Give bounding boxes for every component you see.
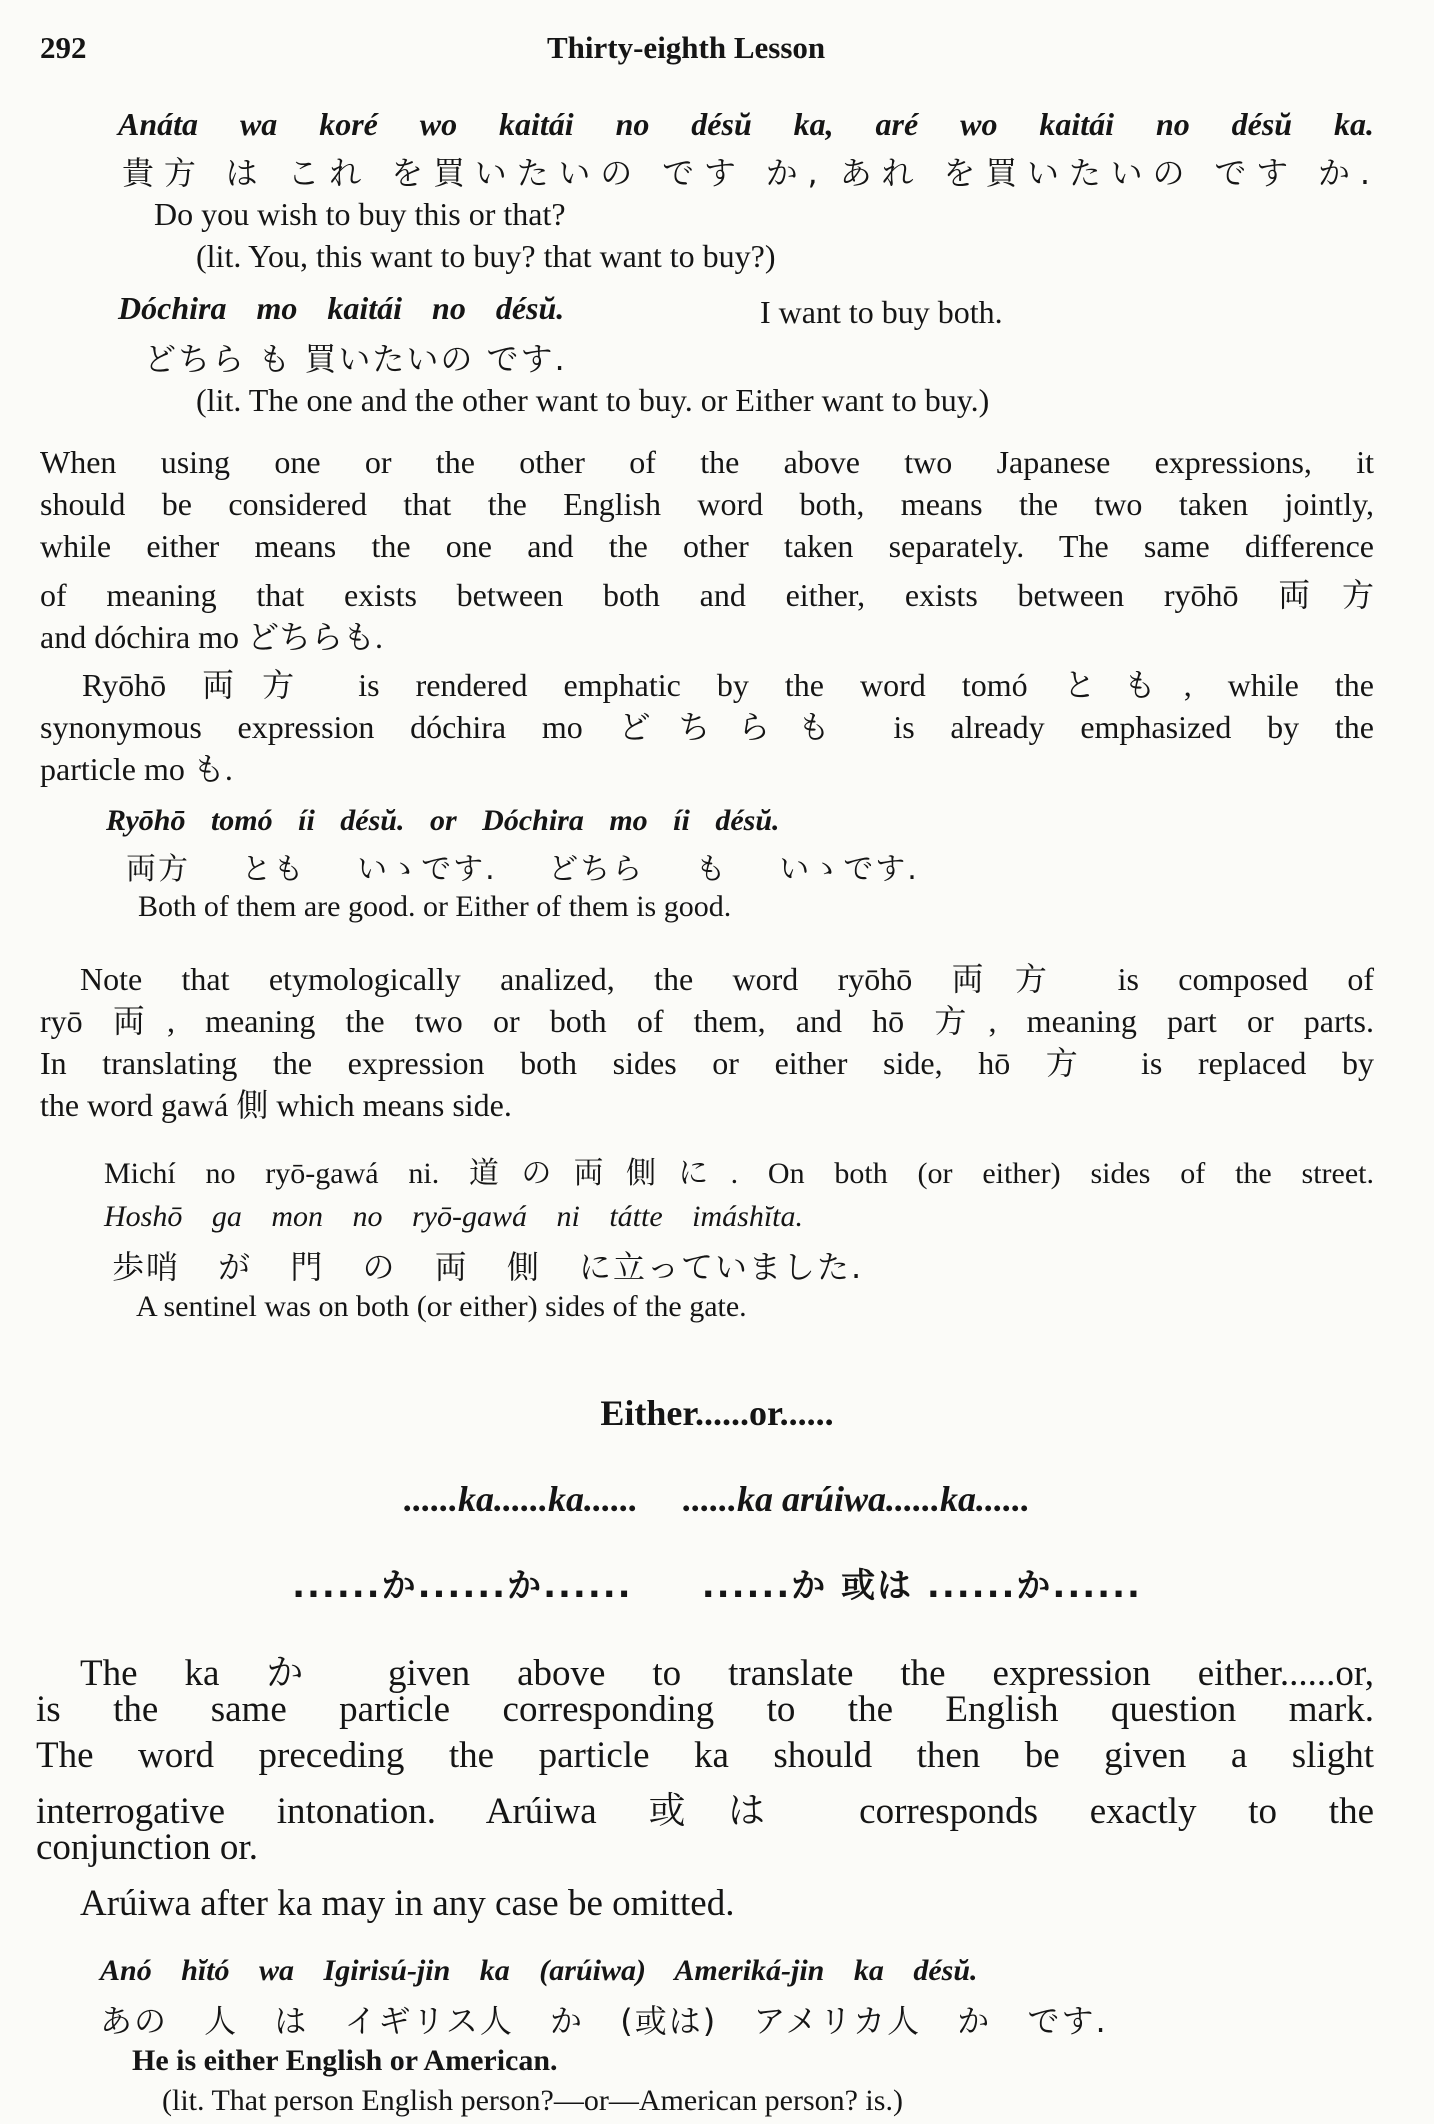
example5-romaji: Hoshō ga mon no ryō-gawá ni tátte imáshĭta. xyxy=(104,1200,803,1233)
example5-english: A sentinel was on both (or either) sides of the gate. xyxy=(136,1290,747,1323)
para3-line3: In translating the expression both sides or either side, hō 方 is replaced by xyxy=(40,1045,1374,1081)
para2-line2: synonymous expression dóchira mo どちらも is already emphasized by the xyxy=(40,709,1374,745)
example5-japanese: 歩哨 が 門 の 両 側 に立っていました. xyxy=(112,1248,864,1286)
example3-romaji: Ryōhō tomó íi désŭ. or Dóchira mo íi désŭ. xyxy=(106,804,780,837)
para2-line3: particle mo も. xyxy=(40,751,233,787)
para3-line1: Note that etymologically analized, the word ryōhō 両方 is composed of xyxy=(80,961,1374,997)
para1-line5: and dóchira mo どちらも. xyxy=(40,619,384,655)
para1-line1: When using one or the other of the above two Japanese expressions, it xyxy=(40,444,1374,480)
example2-romaji: Dóchira mo kaitái no désŭ. xyxy=(118,290,565,326)
para4-line2: is the same particle corresponding to the English question mark. xyxy=(36,1689,1374,1730)
para3-line4: the word gawá 側 which means side. xyxy=(40,1087,512,1123)
para1-line3: while either means the one and the other taken separately. The same difference xyxy=(40,528,1374,564)
para4-line3: The word preceding the particle ka should then be given a slight xyxy=(36,1735,1374,1776)
example3-english: Both of them are good. or Either of them is good. xyxy=(138,890,732,923)
para1-line4: of meaning that exists between both and either, exists between ryōhō 両方 xyxy=(40,577,1374,613)
example1-romaji: Anáta wa koré wo kaitái no désŭ ka, aré wo kaitái no désŭ ka. xyxy=(118,106,1374,142)
para3-line2: ryō 両, meaning the two or both of them, and hō 方, meaning part or parts. xyxy=(40,1003,1374,1039)
example2-japanese: どちら も 買いたいの です. xyxy=(144,340,567,378)
example1-english: Do you wish to buy this or that? xyxy=(154,196,566,232)
para5-line: Arúiwa after ka may in any case be omitted. xyxy=(80,1883,735,1924)
example3-japanese: 両方 とも いゝです. どちら も いゝです. xyxy=(126,852,919,887)
example6-english: He is either English or American. xyxy=(132,2044,558,2077)
page-number: 292 xyxy=(40,30,87,65)
example2-english: I want to buy both. xyxy=(760,294,1003,330)
section-heading: Either......or...... xyxy=(600,1393,834,1433)
page-title: Thirty-eighth Lesson xyxy=(547,30,826,65)
example1-literal: (lit. You, this want to buy? that want to buy?) xyxy=(196,238,776,274)
example6-japanese: あの 人 は イギリス人 か (或は) アメリカ人 か です. xyxy=(100,2002,1108,2040)
para4-line1: The ka か given above to translate the expression either......or, xyxy=(80,1653,1374,1694)
example6-romaji: Anó hĭtó wa Igirisú-jin ka (arúiwa) Ameriká-jin ka désŭ. xyxy=(100,1954,978,1987)
para2-line1: Ryōhō 両方 is rendered emphatic by the word tomó とも, while the xyxy=(82,667,1374,703)
example2-literal: (lit. The one and the other want to buy. or Either want to buy.) xyxy=(196,382,990,418)
pattern-japanese: ......か......か...... ......か 或は ......か...... xyxy=(292,1566,1142,1606)
example4-line: Michí no ryō-gawá ni. 道の両側に. On both (or either) sides of the street. xyxy=(104,1157,1374,1190)
para1-line2: should be considered that the English word both, means the two taken jointly, xyxy=(40,486,1374,522)
pattern-romaji: ......ka......ka...... ......ka arúiwa......ka...... xyxy=(403,1479,1031,1519)
para4-line4: interrogative intonation. Arúiwa 或は corresponds exactly to the xyxy=(36,1791,1374,1832)
para4-line5: conjunction or. xyxy=(36,1827,258,1868)
example6-literal: (lit. That person English person?—or—American person? is.) xyxy=(162,2084,903,2117)
example1-japanese: 貴方 は これ を買いたいの です か, あれ を買いたいの です か. xyxy=(122,154,1372,192)
